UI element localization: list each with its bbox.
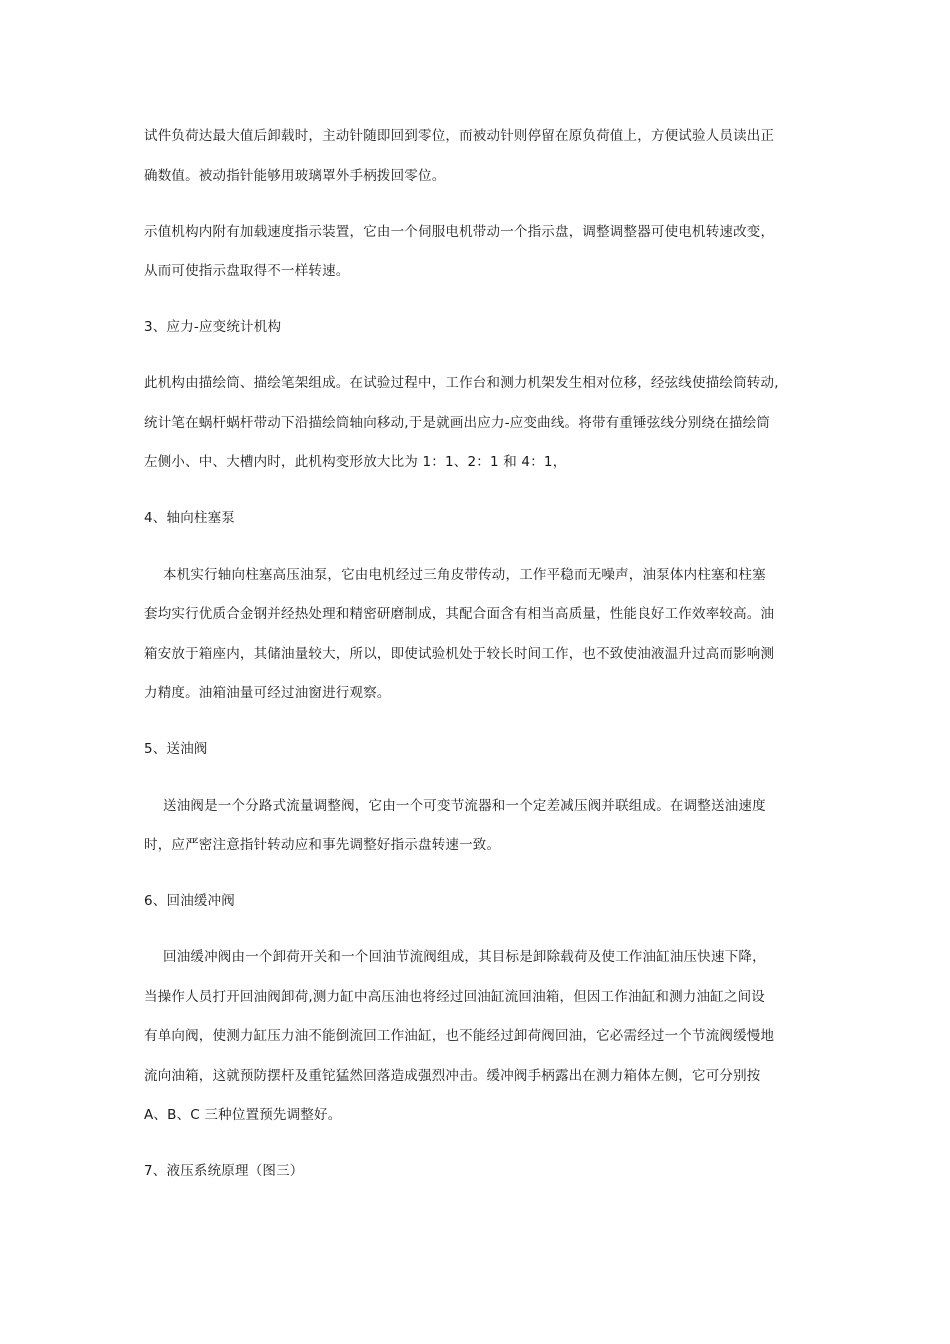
paragraph-line: 箱安放于箱座内，其储油量较大，所以，即使试验机处于较长时间工作，也不致使油液温升过高而影响测 — [144, 646, 775, 662]
section-heading: 7、液压系统原理（图三） — [144, 1163, 304, 1179]
paragraph-line: 时，应严密注意指针转动应和事先调整好指示盘转速一致。 — [144, 837, 501, 853]
section-heading: 5、送油阀 — [144, 741, 208, 757]
paragraph-line: 左侧小、中、大槽内时，此机构变形放大比为 1：1、2：1 和 4：1， — [144, 454, 567, 470]
paragraph-line: 统计笔在蜗杆蜗杆带动下沿描绘筒轴向移动,于是就画出应力-应变曲线。将带有重锤弦线分别绕在描绘筒 — [144, 415, 771, 431]
paragraph-line: 送油阀是一个分路式流量调整阀，它由一个可变节流器和一个定差减压阀并联组成。在调整送油速度 — [163, 798, 766, 814]
paragraph-line: 力精度。油箱油量可经过油窗进行观察。 — [144, 685, 391, 701]
section-heading: 4、轴向柱塞泵 — [144, 510, 235, 526]
paragraph-line: 回油缓冲阀由一个卸荷开关和一个回油节流阀组成，其目标是卸除载荷及使工作油缸油压快速下降， — [163, 949, 766, 965]
paragraph-line: 本机实行轴向柱塞高压油泵，它由电机经过三角皮带传动，工作平稳而无噪声，油泵体内柱塞和柱塞 — [163, 567, 766, 583]
paragraph-line: 有单向阀，使测力缸压力油不能倒流回工作油缸，也不能经过卸荷阀回油，它必需经过一个节流阀缓慢地 — [144, 1028, 775, 1044]
paragraph-line: 当操作人员打开回油阀卸荷,测力缸中高压油也将经过回油缸流回油箱，但因工作油缸和测力油缸之间设 — [144, 989, 765, 1005]
section-heading: 6、回油缓冲阀 — [144, 893, 235, 909]
paragraph-line: 此机构由描绘筒、描绘笔架组成。在试验过程中，工作台和测力机架发生相对位移，经弦线使描绘筒转动, — [144, 375, 779, 391]
paragraph-line: 试件负荷达最大值后卸载时，主动针随即回到零位，而被动针则停留在原负荷值上，方便试验人员读出正 — [144, 128, 775, 144]
paragraph-line: 示值机构内附有加载速度指示装置，它由一个伺服电机带动一个指示盘，调整调整器可使电机转速改变， — [144, 224, 775, 240]
section-heading: 3、应力-应变统计机构 — [144, 319, 282, 335]
paragraph-line: 套均实行优质合金钢并经热处理和精密研磨制成，其配合面含有相当高质量，性能良好工作效率较高。油 — [144, 606, 775, 622]
paragraph-line: 流向油箱，这就预防摆杆及重铊猛然回落造成强烈冲击。缓冲阀手柄露出在测力箱体左侧，它可分别按 — [144, 1068, 761, 1084]
paragraph-line: A、B、C 三种位置预先调整好。 — [144, 1107, 342, 1123]
paragraph-line: 从而可使指示盘取得不一样转速。 — [144, 263, 350, 279]
paragraph-line: 确数值。被动指针能够用玻璃罩外手柄拨回零位。 — [144, 168, 446, 184]
